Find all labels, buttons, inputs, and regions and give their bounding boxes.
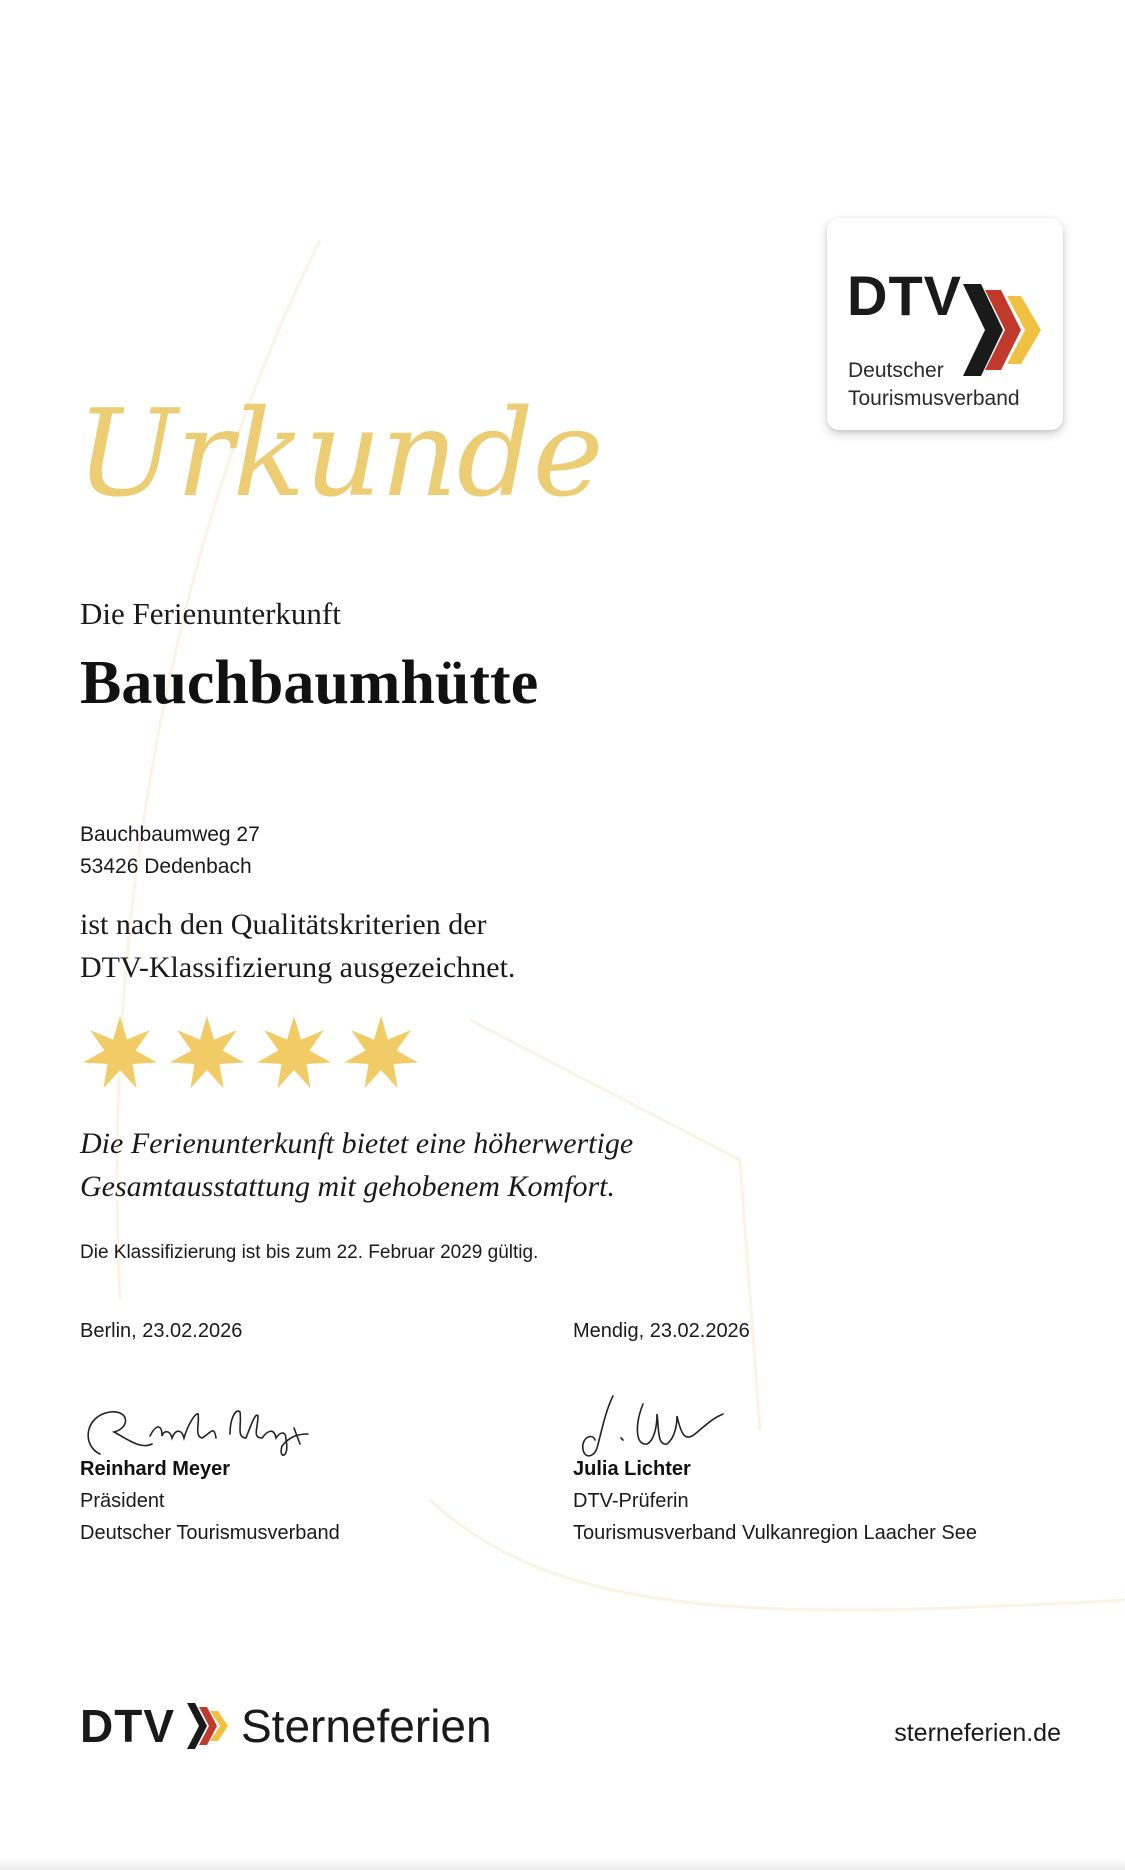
star-icon — [170, 1016, 244, 1088]
signatory-name: Reinhard Meyer — [80, 1458, 231, 1480]
property-name: Bauchbaumhütte — [80, 649, 539, 717]
star-icon — [257, 1016, 331, 1088]
signatory-organization: Deutscher Tourismusverband — [80, 1522, 340, 1544]
dtv-logo-abbr: DTV — [847, 264, 962, 327]
dtv-chevrons-icon — [187, 1701, 231, 1751]
dtv-logo-line1: Deutscher — [848, 359, 944, 382]
star-icon — [83, 1016, 157, 1088]
handwritten-signature — [80, 1394, 320, 1462]
footer-dtv-abbr: DTV — [80, 1700, 175, 1752]
signatory-place-date: Mendig, 23.02.2026 — [573, 1320, 750, 1342]
signatory-role: DTV-Prüferin — [573, 1490, 689, 1512]
dtv-logo-line2: Tourismusverband — [848, 387, 1020, 410]
sterneferien-logo — [80, 1698, 492, 1754]
description-line1: Die Ferienunterkunft bietet eine höherwertige — [80, 1127, 634, 1160]
signatory-right — [573, 1320, 993, 1554]
signatory-place-date: Berlin, 23.02.2026 — [80, 1320, 243, 1342]
signatory-organization: Tourismusverband Vulkanregion Laacher See — [573, 1522, 977, 1544]
award-statement-line2: DTV-Klassifizierung ausgezeichnet. — [80, 951, 516, 984]
star-icon — [344, 1016, 418, 1088]
dtv-chevrons-icon — [963, 284, 1047, 376]
validity-note: Die Klassifizierung ist bis zum 22. Februar 2029 gültig. — [80, 1242, 539, 1263]
star-rating — [80, 1012, 430, 1096]
dtv-logo-badge — [827, 218, 1063, 430]
address-street: Bauchbaumweg 27 — [80, 823, 260, 846]
page-edge — [0, 1858, 1125, 1870]
certificate-title: Urkunde — [76, 385, 603, 524]
footer-website-link[interactable]: sterneferien.de — [894, 1719, 1061, 1747]
handwritten-signature — [573, 1394, 813, 1462]
award-statement-line1: ist nach den Qualitätskriterien der — [80, 908, 487, 941]
signatory-left — [80, 1320, 500, 1554]
address-city: 53426 Dedenbach — [80, 855, 252, 878]
property-type-label: Die Ferienunterkunft — [80, 596, 341, 631]
signatory-name: Julia Lichter — [573, 1458, 691, 1480]
description-line2: Gesamtausstattung mit gehobenem Komfort. — [80, 1170, 615, 1203]
signatory-role: Präsident — [80, 1490, 165, 1512]
footer-brand-name: Sterneferien — [241, 1700, 492, 1752]
